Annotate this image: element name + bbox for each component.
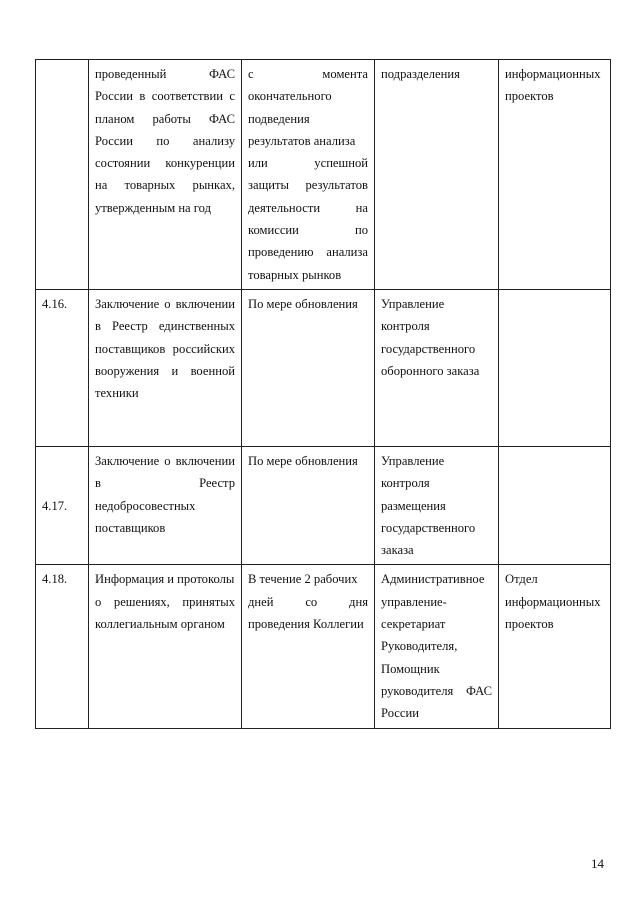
document-line: поставщиков bbox=[95, 520, 166, 535]
document-line: России в соответствии с bbox=[95, 89, 235, 104]
document-line: в Реестр единственных bbox=[95, 319, 235, 334]
term-line: защиты результатов bbox=[248, 178, 368, 193]
term-line: В течение 2 рабочих bbox=[248, 572, 358, 587]
document-line: России по анализу bbox=[95, 133, 235, 148]
cell-publisher bbox=[499, 60, 611, 290]
table-row bbox=[36, 446, 611, 564]
document-line: планом работы ФАС bbox=[95, 111, 235, 126]
responsible-line: Помощник bbox=[381, 661, 440, 676]
row-number bbox=[36, 60, 89, 290]
term-line: результатов анализа bbox=[248, 133, 356, 148]
cell-responsible bbox=[375, 60, 499, 290]
document-line: недобросовестных bbox=[95, 498, 196, 513]
cell-publisher bbox=[499, 289, 611, 446]
table-row bbox=[36, 565, 611, 728]
document-line: проведенный ФАС bbox=[95, 67, 235, 81]
publisher-line: информационных bbox=[505, 67, 601, 81]
document-line: техники bbox=[95, 386, 139, 401]
cell-responsible bbox=[375, 289, 499, 446]
cell-document bbox=[89, 565, 242, 728]
document-line: состоянии конкуренции bbox=[95, 156, 235, 171]
table-body bbox=[36, 60, 611, 729]
responsible-line: размещения bbox=[381, 498, 446, 513]
row-number: 4.17. bbox=[36, 446, 89, 564]
cell-responsible bbox=[375, 565, 499, 728]
responsible-line: Управление bbox=[381, 296, 445, 311]
responsible-line: управление- bbox=[381, 594, 447, 609]
term-line: По мере обновления bbox=[248, 453, 358, 468]
term-line: подведения bbox=[248, 111, 310, 126]
responsible-line: контроля bbox=[381, 319, 430, 334]
publisher-line: Отдел bbox=[505, 572, 538, 587]
document-line: на товарных рынках, bbox=[95, 178, 235, 193]
responsible-line: Административное bbox=[381, 572, 485, 587]
table-row bbox=[36, 60, 611, 290]
document-table bbox=[35, 59, 611, 729]
responsible-line: руководителя ФАС bbox=[381, 683, 492, 698]
publisher-line: проектов bbox=[505, 617, 554, 632]
responsible-line: Руководителя, bbox=[381, 639, 458, 654]
document-line: поставщиков российских bbox=[95, 341, 235, 356]
term-line: окончательного bbox=[248, 89, 332, 104]
document-line: Заключение о включении bbox=[95, 296, 235, 311]
cell-term bbox=[242, 289, 375, 446]
responsible-line: секретариат bbox=[381, 617, 446, 632]
responsible-line: оборонного заказа bbox=[381, 363, 480, 378]
term-line: товарных рынков bbox=[248, 267, 342, 282]
term-line: деятельности на bbox=[248, 200, 368, 215]
term-line: проведения Коллегии bbox=[248, 617, 364, 632]
document-line: Заключение о включении bbox=[95, 453, 235, 468]
responsible-line: государственного bbox=[381, 341, 476, 356]
responsible-line: Управление bbox=[381, 453, 445, 468]
cell-term bbox=[242, 60, 375, 290]
cell-term bbox=[242, 446, 375, 564]
cell-publisher bbox=[499, 446, 611, 564]
cell-publisher bbox=[499, 565, 611, 728]
document-line: утвержденным на год bbox=[95, 200, 211, 215]
table-row bbox=[36, 289, 611, 446]
row-number: 4.16. bbox=[36, 289, 89, 446]
document-line: Информация и протоколы bbox=[95, 572, 235, 587]
responsible-line: заказа bbox=[381, 543, 414, 558]
cell-term bbox=[242, 565, 375, 728]
document-line: вооружения и военной bbox=[95, 363, 235, 378]
document-line: коллегиальным органом bbox=[95, 617, 225, 632]
page-number: 14 bbox=[591, 856, 604, 871]
term-line: проведению анализа bbox=[248, 245, 368, 260]
document-line: в Реестр bbox=[95, 476, 235, 491]
publisher-line: информационных bbox=[505, 594, 601, 609]
term-line: дней со дня bbox=[248, 594, 368, 609]
responsible-line: государственного bbox=[381, 520, 476, 535]
cell-responsible bbox=[375, 446, 499, 564]
cell-document bbox=[89, 60, 242, 290]
responsible-line: подразделения bbox=[381, 67, 460, 81]
responsible-line: России bbox=[381, 706, 419, 721]
publisher-line: проектов bbox=[505, 89, 554, 104]
document-line: о решениях, принятых bbox=[95, 594, 235, 609]
term-line: с момента bbox=[248, 67, 368, 81]
cell-document bbox=[89, 446, 242, 564]
term-line: или успешной bbox=[248, 156, 368, 171]
responsible-line: контроля bbox=[381, 476, 430, 491]
row-number: 4.18. bbox=[36, 565, 89, 728]
term-line: комиссии по bbox=[248, 223, 368, 238]
term-line: По мере обновления bbox=[248, 296, 358, 311]
cell-document bbox=[89, 289, 242, 446]
